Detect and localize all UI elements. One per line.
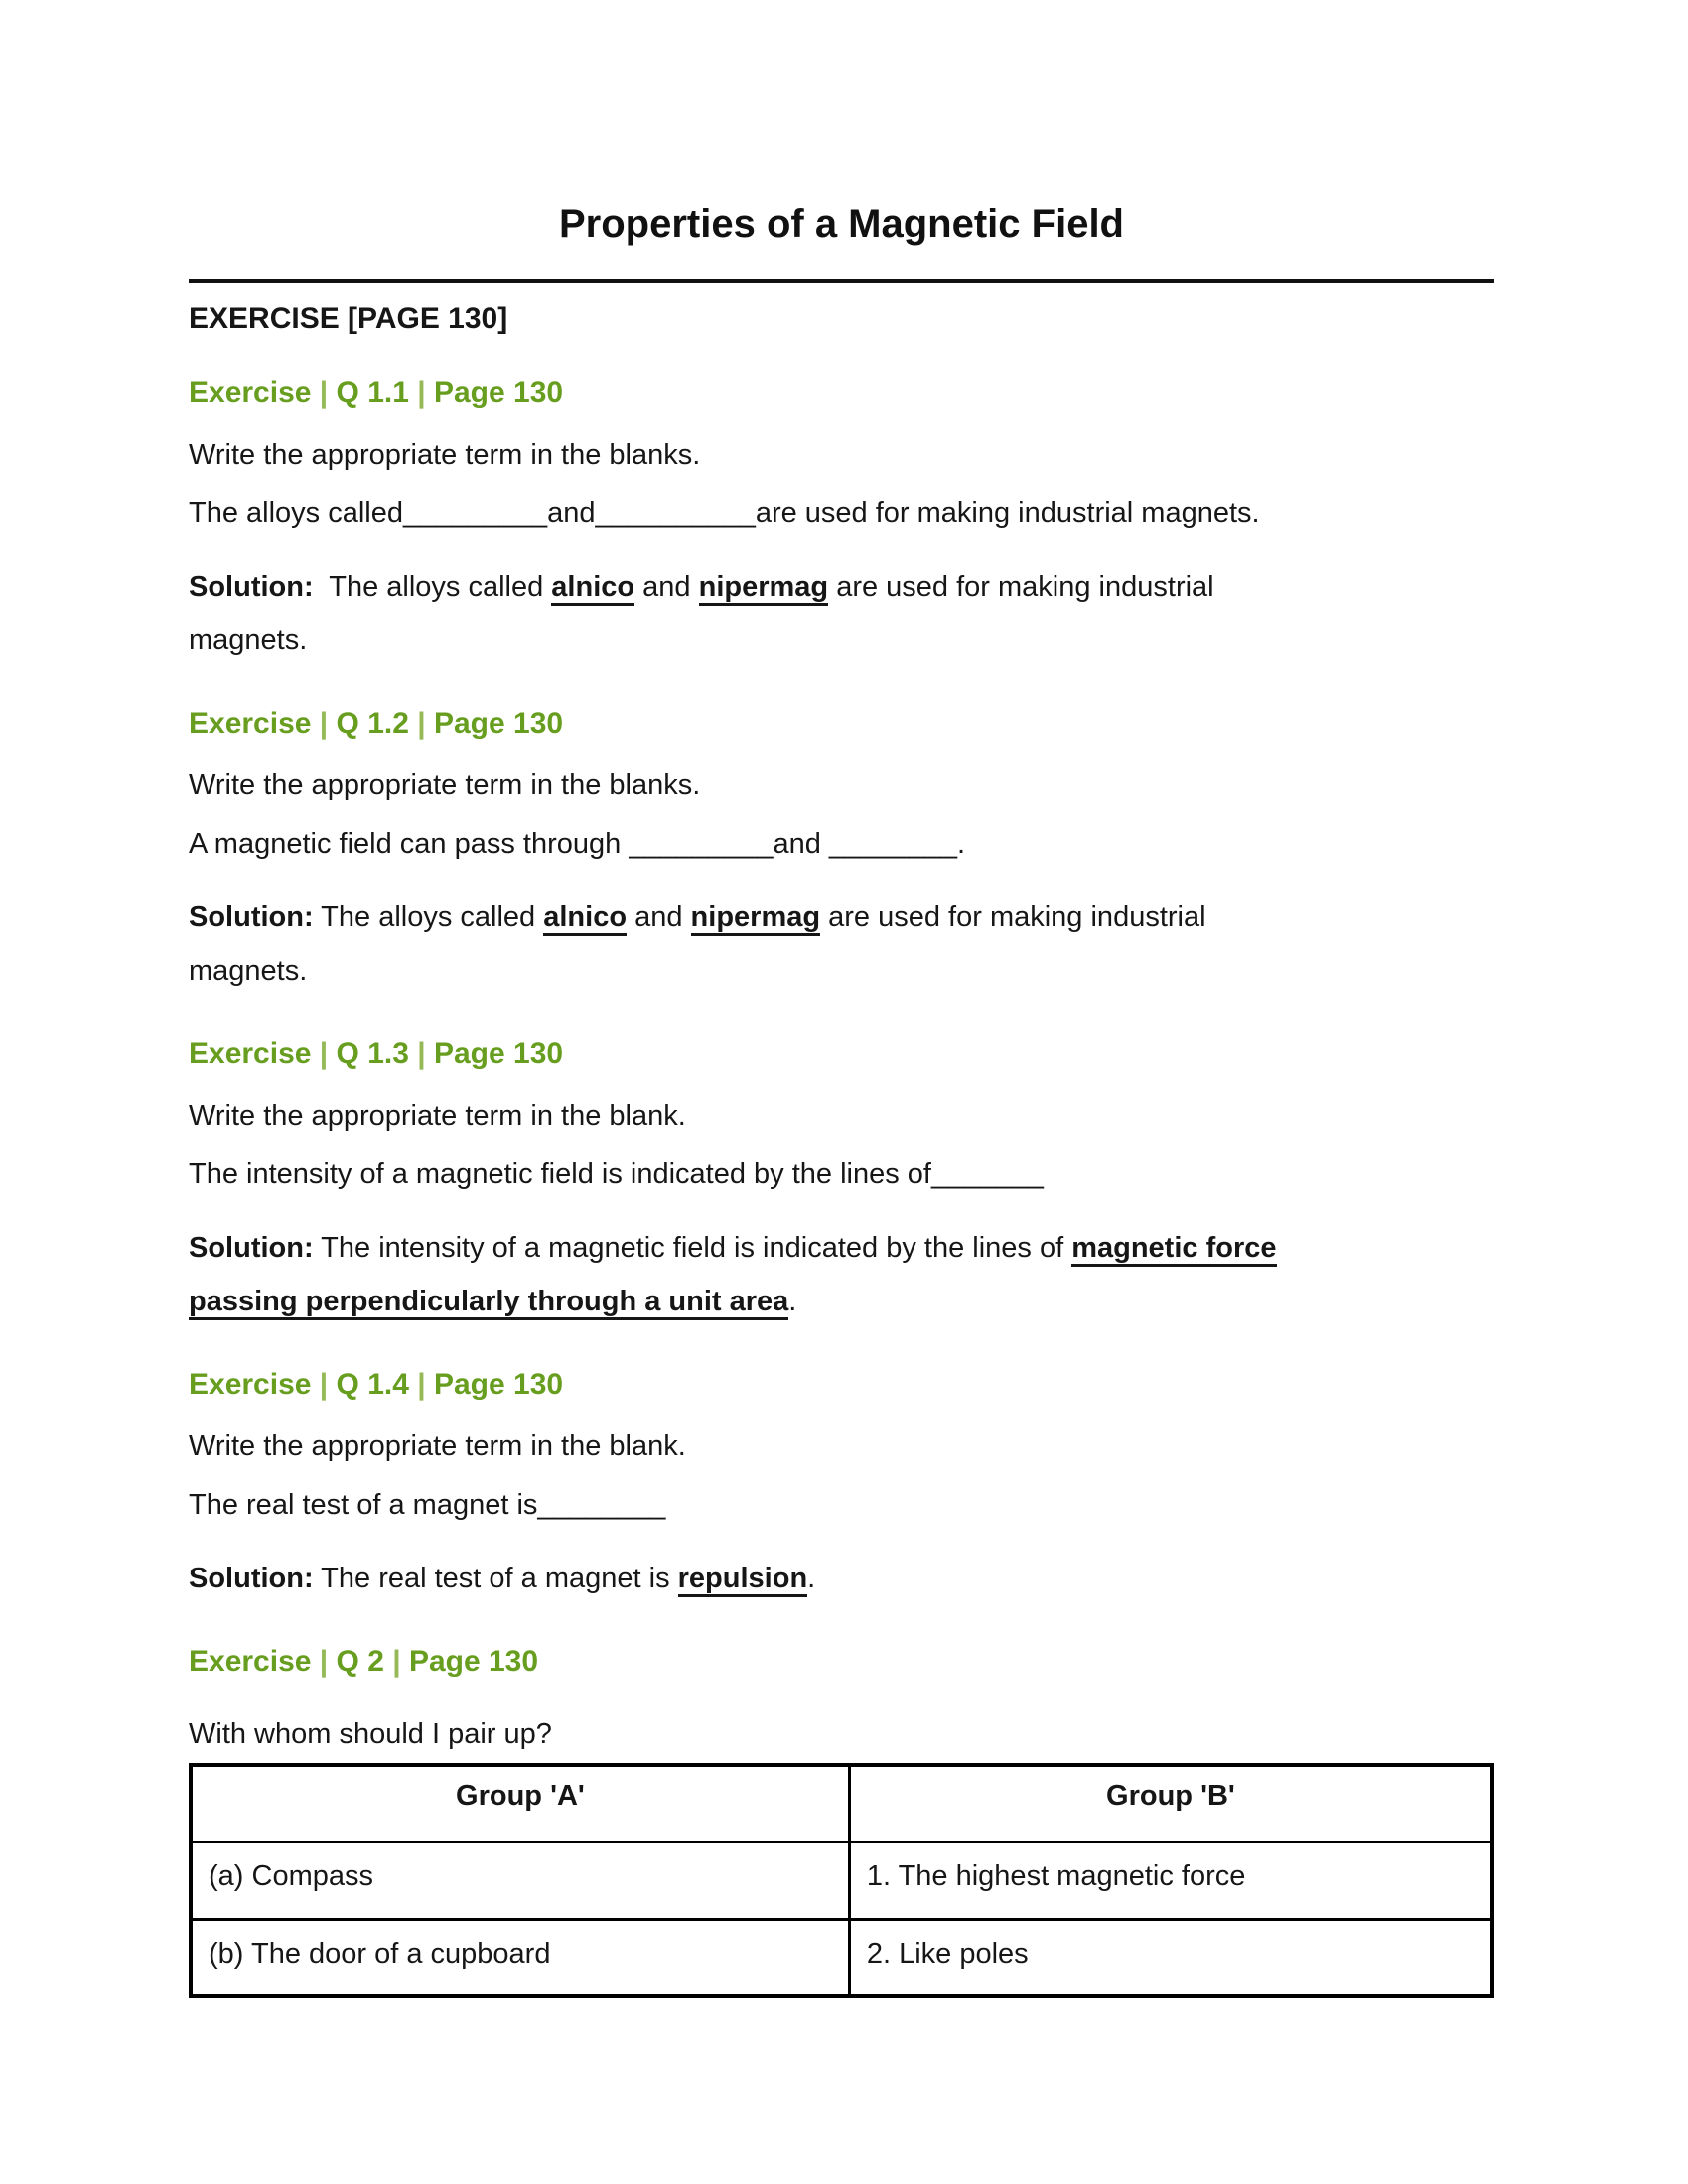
match-table	[189, 1763, 1494, 1998]
text-segment: The alloys called	[313, 901, 544, 933]
table-row	[191, 1842, 1492, 1919]
text-segment: The real test of a magnet is	[313, 1563, 678, 1594]
text-segment: Page 130	[400, 1645, 539, 1678]
match-table-body	[191, 1842, 1492, 1996]
exercise-heading	[189, 1037, 1494, 1071]
text-segment: Q 2	[328, 1645, 393, 1678]
question-intro: With whom should I pair up?	[189, 1718, 552, 1750]
text-segment: Q 1.2	[328, 707, 418, 740]
text-segment: |	[417, 1368, 426, 1401]
text-segment: |	[319, 376, 329, 409]
text-segment: Page 130	[425, 1368, 564, 1401]
text-segment: and	[634, 571, 699, 603]
text-segment: The intensity of a magnetic field is indicated by the lines of	[313, 1232, 1072, 1264]
question-fill-blank: A magnetic field can pass through _________and ________.	[189, 828, 966, 860]
table-header-group-b: Group 'B'	[849, 1765, 1492, 1842]
answer-term: alnico	[551, 571, 634, 606]
table-row	[191, 1919, 1492, 1996]
text-segment: |	[417, 1037, 426, 1070]
answer-term: magnetic force	[1071, 1232, 1276, 1267]
exercise-heading	[189, 376, 1494, 410]
text-segment: Exercise	[189, 707, 320, 740]
table-cell-group-a: (b) The door of a cupboard	[191, 1919, 849, 1996]
text-segment: Exercise	[189, 376, 320, 409]
text-segment: Q 1.3	[328, 1037, 418, 1070]
solution-paragraph	[189, 1221, 1494, 1328]
text-segment: Q 1.4	[328, 1368, 418, 1401]
solution-paragraph	[189, 560, 1494, 667]
text-segment: |	[319, 1645, 329, 1678]
text-segment: Exercise	[189, 1368, 320, 1401]
table-cell-group-b: 1. The highest magnetic force	[849, 1842, 1492, 1919]
table-header-group-a: Group 'A'	[191, 1765, 849, 1842]
text-segment: are used for making industrial	[820, 901, 1206, 933]
question-instruction: Write the appropriate term in the blank.	[189, 1100, 686, 1132]
text-segment: |	[417, 376, 426, 409]
text-segment: Page 130	[425, 1037, 564, 1070]
text-segment: Exercise	[189, 1645, 320, 1678]
text-segment: |	[319, 707, 329, 740]
solution-paragraph	[189, 890, 1494, 998]
text-segment: .	[807, 1563, 816, 1594]
question-instruction: Write the appropriate term in the blank.	[189, 1431, 686, 1462]
text-segment: .	[788, 1286, 797, 1317]
solution-label: Solution:	[189, 1232, 314, 1264]
text-segment: Page 130	[425, 376, 564, 409]
exercise-heading	[189, 1645, 1494, 1679]
answer-term: repulsion	[678, 1563, 808, 1597]
text-segment: and	[627, 901, 691, 933]
question-instruction: Write the appropriate term in the blanks.	[189, 769, 701, 801]
answer-term: nipermag	[699, 571, 829, 606]
answer-term: passing perpendicularly through a unit area	[189, 1286, 788, 1320]
title-divider	[189, 279, 1494, 283]
answer-term: nipermag	[691, 901, 821, 936]
exercise-section-q1-2	[189, 707, 1494, 998]
page-title: Properties of a Magnetic Field	[558, 203, 1124, 246]
text-segment: |	[392, 1645, 401, 1678]
text-segment: Q 1.1	[328, 376, 418, 409]
question-fill-blank: The real test of a magnet is________	[189, 1489, 666, 1521]
question-instruction: Write the appropriate term in the blanks.	[189, 439, 701, 471]
answer-term: alnico	[543, 901, 627, 936]
text-segment: The alloys called	[313, 571, 552, 603]
solution-label: Solution:	[189, 1563, 314, 1594]
exercise-section-q1-4	[189, 1368, 1494, 1605]
solution-label: Solution:	[189, 571, 314, 603]
exercise-page-header: EXERCISE [PAGE 130]	[189, 302, 508, 335]
text-segment: |	[417, 707, 426, 740]
text-segment: |	[319, 1368, 329, 1401]
exercise-section-q1-3	[189, 1037, 1494, 1328]
text-segment: are used for making industrial	[828, 571, 1214, 603]
text-segment: magnets.	[189, 624, 308, 656]
match-table-head	[191, 1765, 1492, 1842]
exercise-section-q1-1	[189, 376, 1494, 667]
question-fill-blank: The intensity of a magnetic field is indicated by the lines of_______	[189, 1159, 1044, 1190]
table-cell-group-b: 2. Like poles	[849, 1919, 1492, 1996]
table-cell-group-a: (a) Compass	[191, 1842, 849, 1919]
exercise-section-q2	[189, 1645, 1494, 1998]
solution-paragraph	[189, 1552, 1494, 1605]
text-segment: magnets.	[189, 955, 308, 987]
table-header-row	[191, 1765, 1492, 1842]
text-segment: |	[319, 1037, 329, 1070]
text-segment: Exercise	[189, 1037, 320, 1070]
exercise-heading	[189, 707, 1494, 741]
question-fill-blank: The alloys called_________and__________are used for making industrial magnets.	[189, 497, 1260, 529]
text-segment: Page 130	[425, 707, 564, 740]
exercise-heading	[189, 1368, 1494, 1402]
solution-label: Solution:	[189, 901, 314, 933]
